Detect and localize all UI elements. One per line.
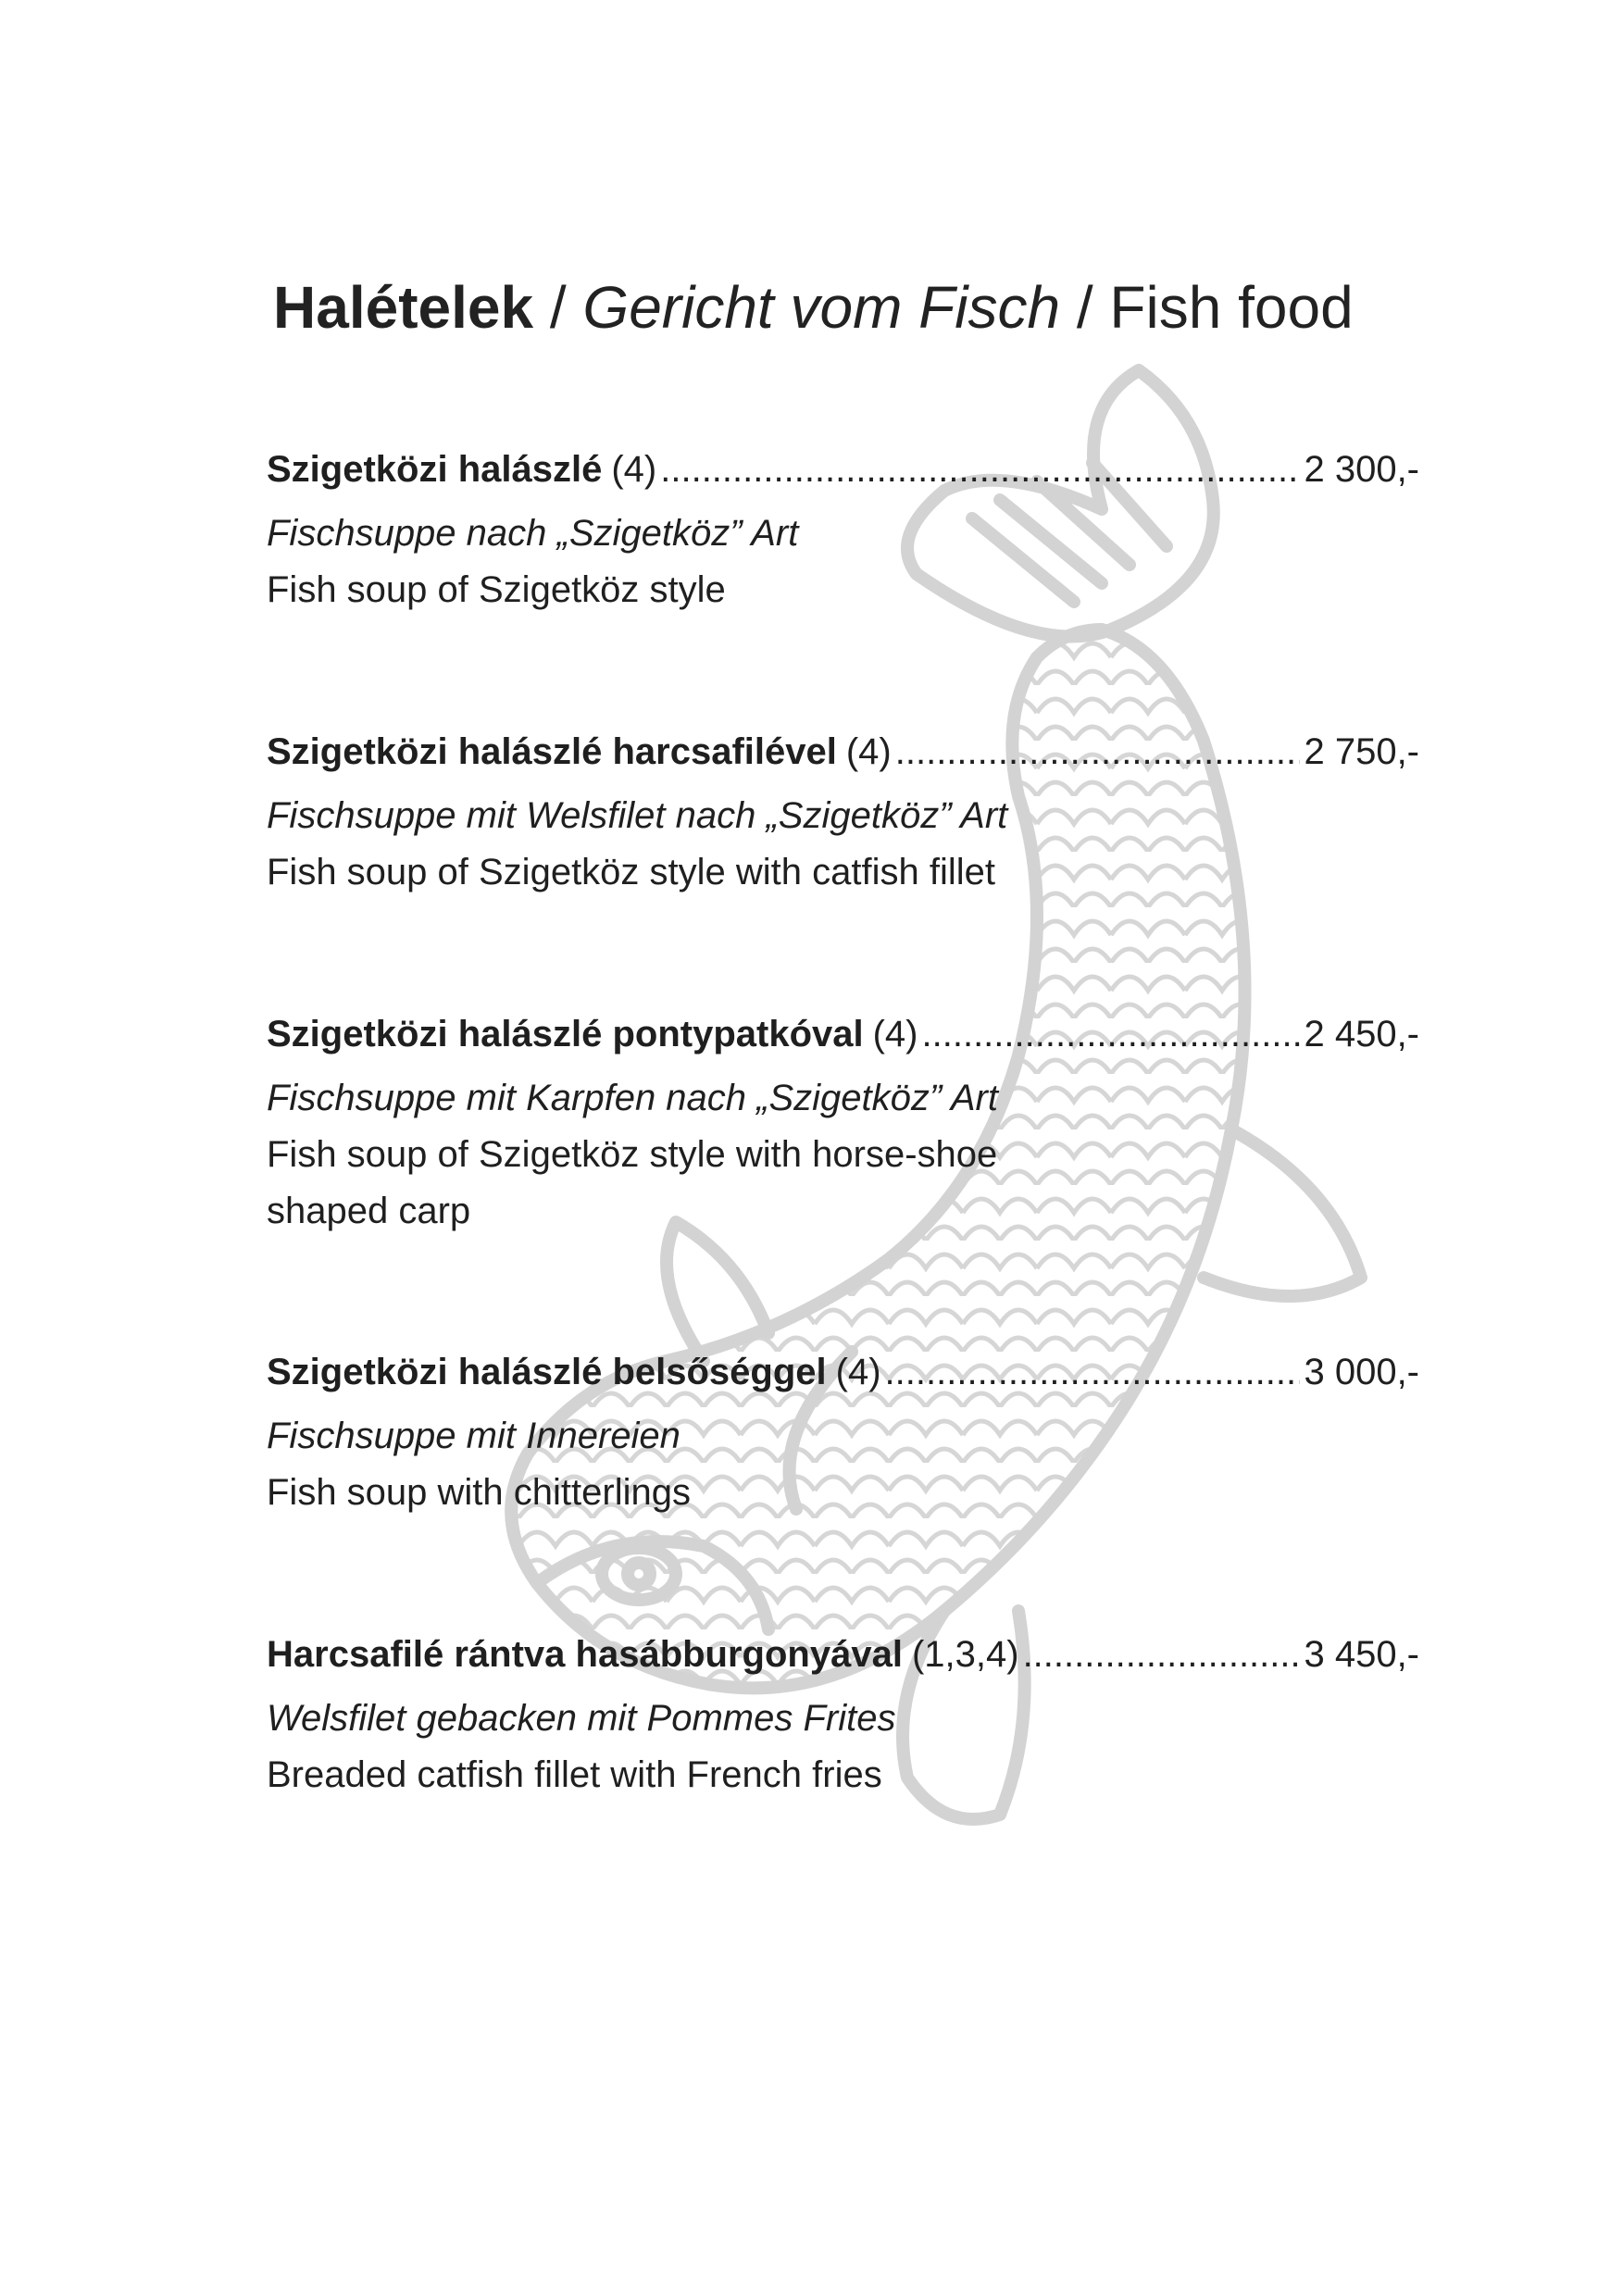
allergen-codes: (4) bbox=[835, 1352, 881, 1392]
price: 2 450,- bbox=[1304, 1014, 1419, 1054]
menu-item-header bbox=[267, 1634, 1419, 1691]
dish-description-english: shaped carp bbox=[267, 1191, 471, 1231]
price: 2 750,- bbox=[1304, 731, 1419, 772]
dish-name: Szigetközi halászlé pontypatkóval bbox=[267, 1014, 864, 1054]
dish-description-german: Fischsuppe mit Innereien bbox=[267, 1416, 680, 1456]
menu-item-header bbox=[267, 1352, 1419, 1408]
page-title bbox=[273, 273, 1354, 342]
dot-leader bbox=[895, 731, 1301, 773]
allergen-codes: (1,3,4) bbox=[911, 1634, 1019, 1675]
dish-name: Szigetközi halászlé bbox=[267, 449, 603, 490]
title-separator: / bbox=[533, 274, 583, 341]
menu-item bbox=[267, 731, 1419, 901]
dish-description-english: Fish soup with chitterlings bbox=[267, 1472, 691, 1513]
menu-item bbox=[267, 1014, 1419, 1240]
allergen-codes: (4) bbox=[845, 731, 892, 772]
dish-description-english: Breaded catfish fillet with French fries bbox=[267, 1754, 882, 1795]
title-german: Gericht vom Fisch bbox=[582, 274, 1061, 341]
allergen-codes: (4) bbox=[872, 1014, 918, 1054]
price: 3 450,- bbox=[1304, 1634, 1419, 1675]
menu-item bbox=[267, 1352, 1419, 1521]
price: 3 000,- bbox=[1304, 1352, 1419, 1392]
allergen-codes: (4) bbox=[611, 449, 657, 490]
dish-description-english: Fish soup of Szigetköz style bbox=[267, 569, 726, 610]
dot-leader bbox=[922, 1014, 1301, 1055]
dish-description-german: Fischsuppe mit Welsfilet nach „Szigetköz” Art bbox=[267, 795, 1008, 836]
dot-leader bbox=[660, 449, 1300, 491]
menu-item bbox=[267, 1634, 1419, 1803]
dish-name: Harcsafilé rántva hasábburgonyával bbox=[267, 1634, 903, 1675]
dish-description-english: Fish soup of Szigetköz style with horse-shoe bbox=[267, 1134, 998, 1175]
dot-leader bbox=[885, 1352, 1301, 1393]
menu-item-header bbox=[267, 449, 1419, 505]
dish-description-english: Fish soup of Szigetköz style with catfish fillet bbox=[267, 852, 995, 892]
title-separator: / bbox=[1060, 274, 1110, 341]
dot-leader bbox=[1023, 1634, 1301, 1676]
menu-item-header bbox=[267, 731, 1419, 788]
menu-item bbox=[267, 449, 1419, 618]
title-english: Fish food bbox=[1109, 274, 1354, 341]
dish-description-german: Fischsuppe mit Karpfen nach „Szigetköz” Art bbox=[267, 1078, 998, 1118]
dish-name: Szigetközi halászlé belsőséggel bbox=[267, 1352, 827, 1392]
dish-description-german: Welsfilet gebacken mit Pommes Frites bbox=[267, 1698, 896, 1739]
dish-name: Szigetközi halászlé harcsafilével bbox=[267, 731, 837, 772]
dish-description-german: Fischsuppe nach „Szigetköz” Art bbox=[267, 513, 799, 554]
menu-item-header bbox=[267, 1014, 1419, 1070]
title-hungarian: Halételek bbox=[273, 274, 534, 341]
price: 2 300,- bbox=[1304, 449, 1419, 490]
